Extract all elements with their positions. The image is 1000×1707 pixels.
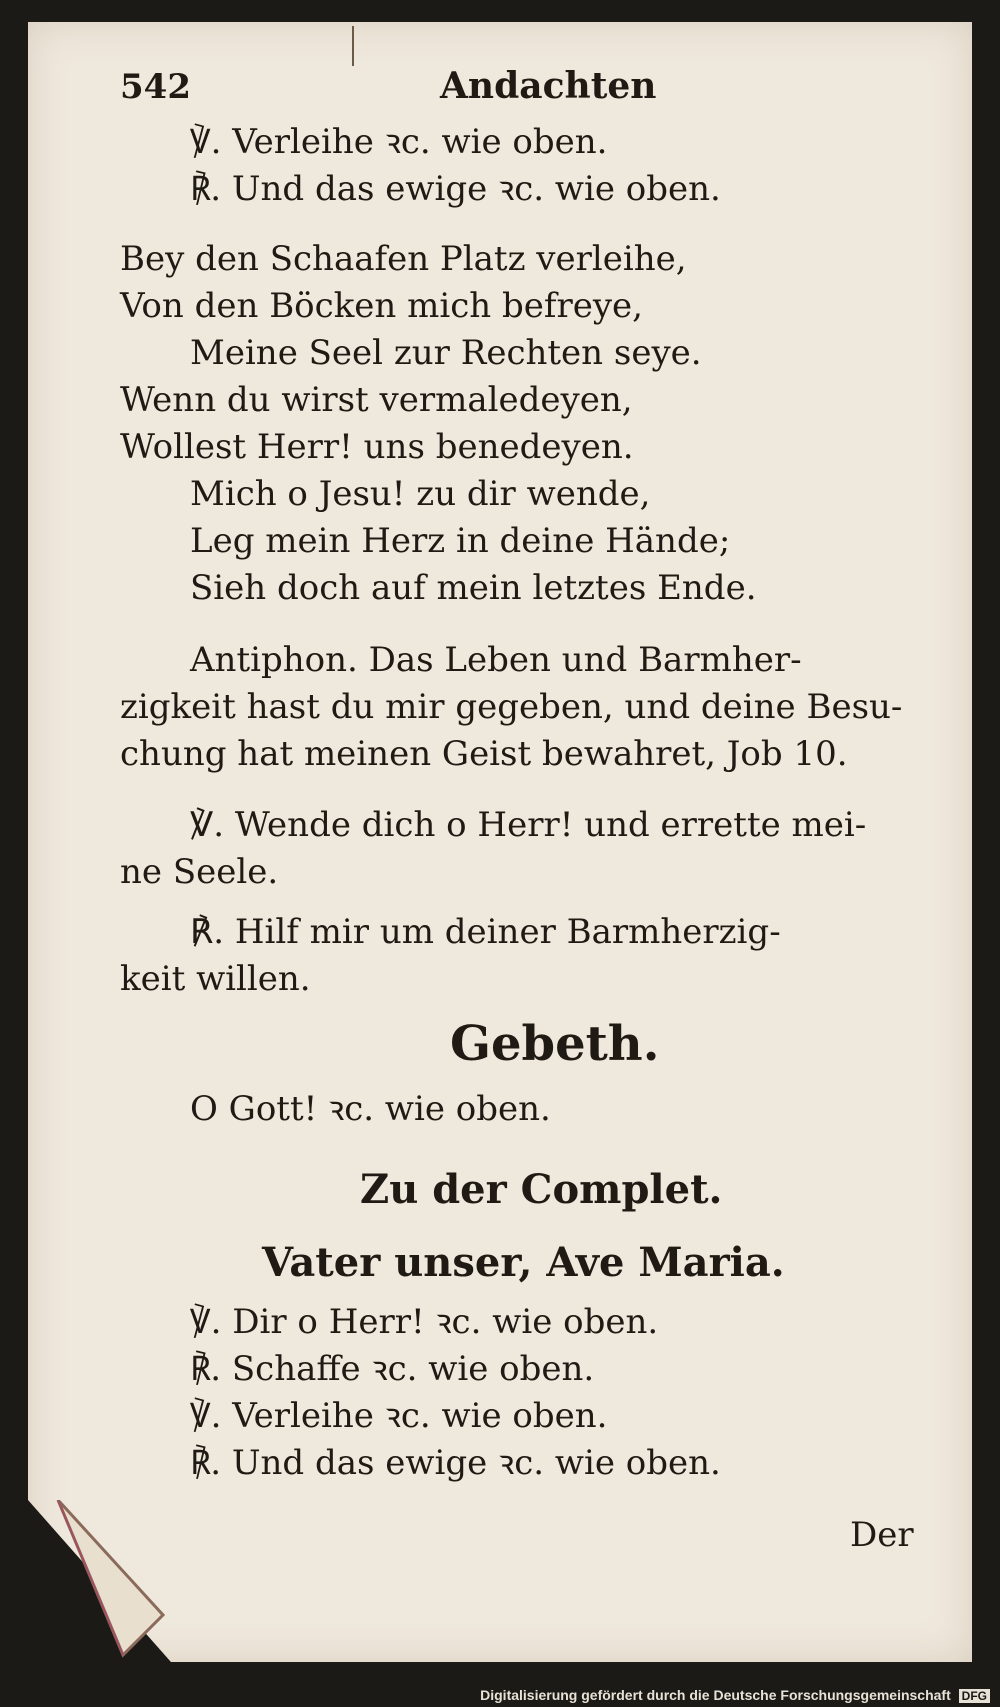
verse-line: ℣. Verleihe ꝛc. wie oben. (190, 122, 608, 162)
section-heading: Gebeth. (450, 1016, 660, 1072)
page-number: 542 (120, 67, 191, 107)
catchword: Der (850, 1515, 914, 1555)
verse-line: ℟. Und das ewige ꝛc. wie oben. (190, 169, 721, 209)
verse-line: ℣. Verleihe ꝛc. wie oben. (190, 1396, 608, 1436)
hymn-line: Wenn du wirst vermaledeyen, (120, 380, 633, 420)
digitization-credit (0, 1687, 1000, 1703)
hymn-line: Bey den Schaafen Platz verleihe, (120, 239, 687, 279)
hymn-line: Leg mein Herz in deine Hände; (190, 521, 731, 561)
response-line: ℟. Und das ewige ꝛc. wie oben. (190, 1443, 721, 1483)
verse-line: ℣. Wende dich o Herr! und errette mei- (190, 805, 867, 845)
page-rule-mark (351, 26, 355, 66)
credit-text: Digitalisierung gefördert durch die Deutsche Forschungsgemeinschaft (480, 1687, 951, 1703)
verse-line: ne Seele. (120, 852, 279, 892)
dfg-logo: DFG (959, 1689, 990, 1703)
section-subheading: Vater unser, Ave Maria. (262, 1239, 785, 1286)
hymn-line: Wollest Herr! uns benedeyen. (120, 427, 634, 467)
hymn-line: Sieh doch auf mein letztes Ende. (190, 568, 757, 608)
antiphon-line: chung hat meinen Geist bewahret, Job 10. (120, 734, 848, 774)
hymn-line: Von den Böcken mich befreye, (120, 286, 643, 326)
prayer-line: O Gott! ꝛc. wie oben. (190, 1089, 551, 1129)
antiphon-line: zigkeit hast du mir gegeben, und deine Besu- (120, 687, 903, 727)
response-line: keit willen. (120, 959, 311, 999)
response-line: ℟. Schaffe ꝛc. wie oben. (190, 1349, 595, 1389)
section-heading: Zu der Complet. (360, 1166, 723, 1213)
folded-corner (28, 1500, 178, 1670)
running-title: Andachten (440, 65, 657, 107)
response-line: ℟. Hilf mir um deiner Barmherzig- (190, 912, 781, 952)
hymn-line: Meine Seel zur Rechten seye. (190, 333, 702, 373)
antiphon-line: Antiphon. Das Leben und Barmher- (190, 640, 802, 680)
hymn-line: Mich o Jesu! zu dir wende, (190, 474, 651, 514)
verse-line: ℣. Dir o Herr! ꝛc. wie oben. (190, 1302, 659, 1342)
